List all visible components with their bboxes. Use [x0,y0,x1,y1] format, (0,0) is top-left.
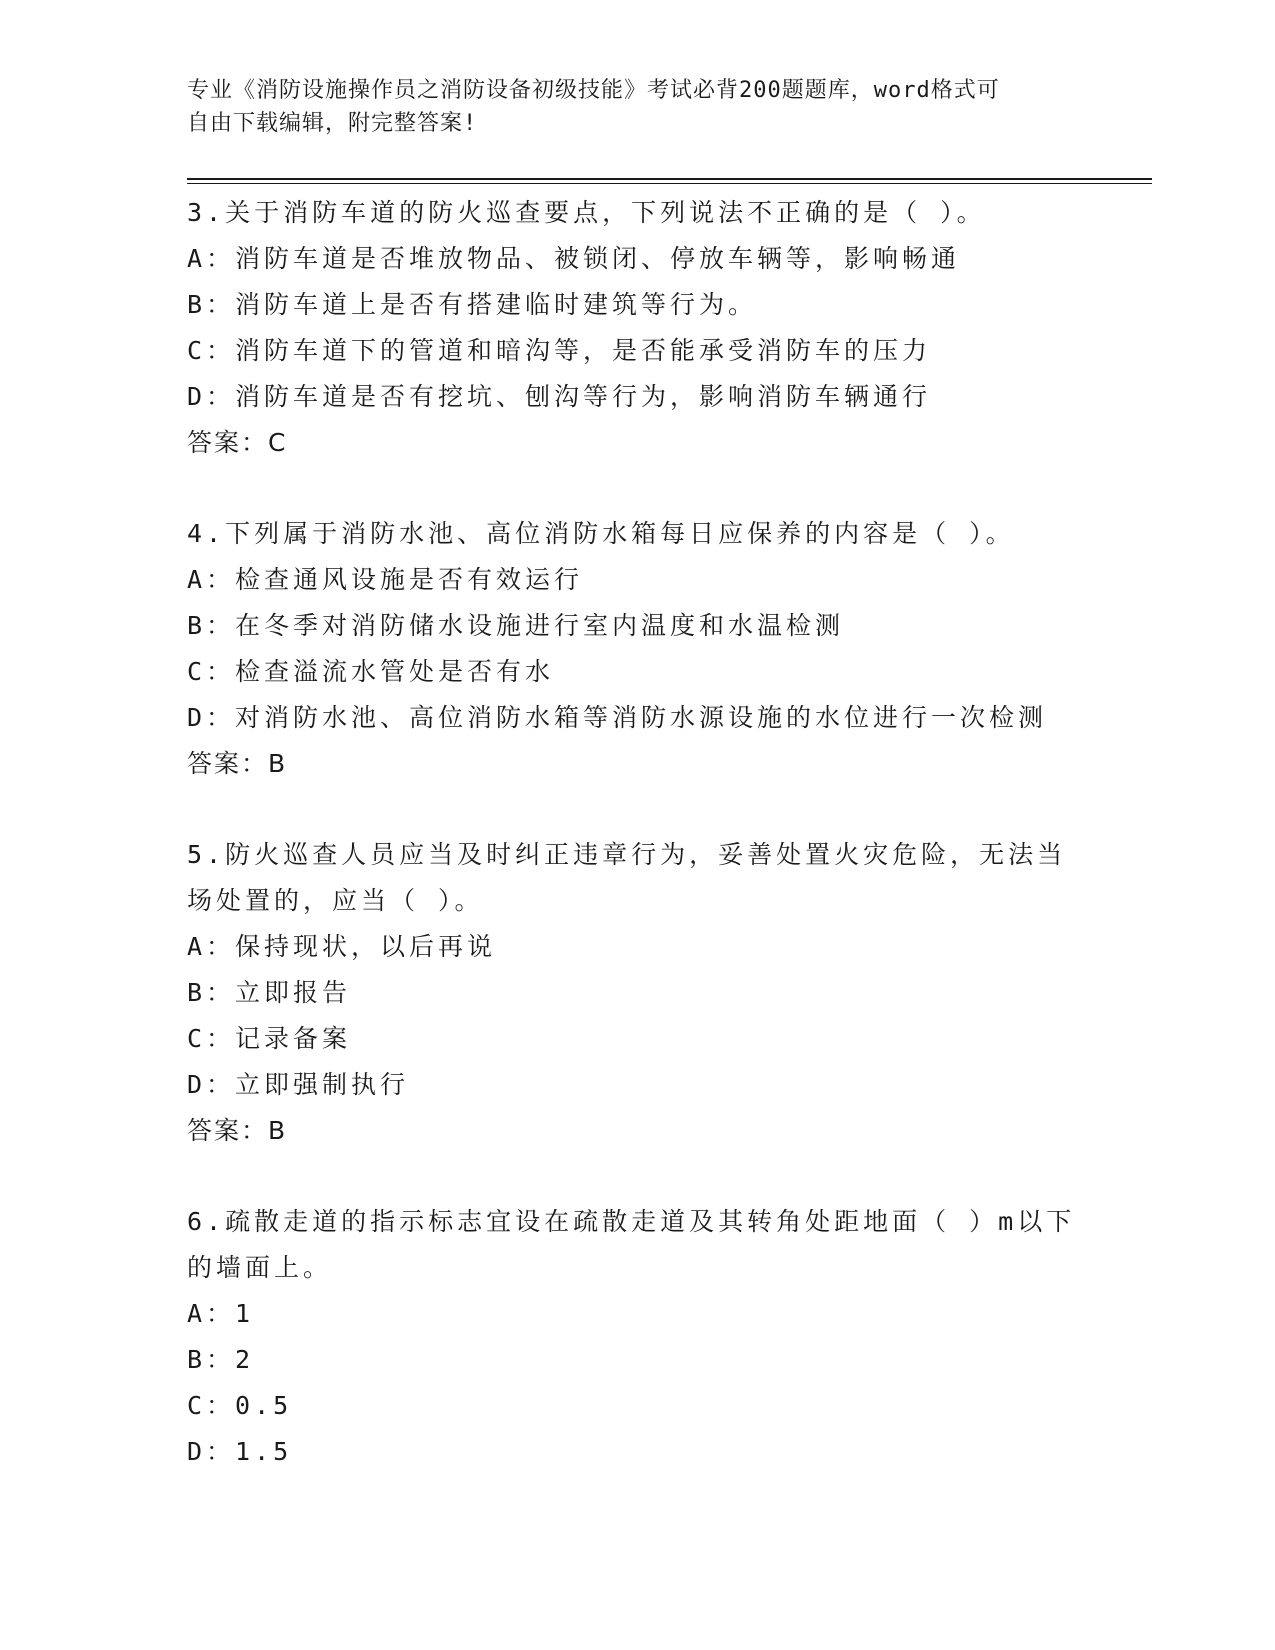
question-6 [187,1199,1087,1475]
question-text-line-2: 的墙面上。 [187,1253,333,1282]
header-divider-thick [187,178,1152,180]
header-divider-thin [187,183,1152,184]
option-d: D：立即强制执行 [187,1070,410,1099]
question-text-line-2: 场处置的，应当（ ）。 [187,886,484,915]
option-c: C：检查溢流水管处是否有水 [187,657,555,686]
option-b: B：在冬季对消防储水设施进行室内温度和水温检测 [187,611,845,640]
answer: 答案：B [187,1116,288,1145]
question-text-line-1: 6.疏散走道的指示标志宜设在疏散走道及其转角处距地面（ ）m以下 [187,1207,1076,1236]
document-header [187,74,1087,140]
option-b: B：2 [187,1345,255,1374]
question-4 [187,511,1087,787]
option-a: A：保持现状，以后再说 [187,932,497,961]
option-a: A：检查通风设施是否有效运行 [187,565,584,594]
option-d: D：对消防水池、高位消防水箱等消防水源设施的水位进行一次检测 [187,703,1048,732]
option-d: D：消防车道是否有挖坑、刨沟等行为，影响消防车辆通行 [187,382,932,411]
answer: 答案：C [187,428,288,457]
header-line-2: 自由下载编辑，附完整答案! [187,111,478,136]
question-5 [187,832,1087,1154]
option-b: B：消防车道上是否有搭建临时建筑等行为。 [187,290,758,319]
question-text: 4.下列属于消防水池、高位消防水箱每日应保养的内容是（ ）。 [187,519,1015,548]
option-c: C：0.5 [187,1391,293,1420]
question-text-line-1: 5.防火巡查人员应当及时纠正违章行为，妥善处置火灾危险，无法当 [187,840,1067,869]
option-b: B：立即报告 [187,978,352,1007]
question-list [187,190,1087,1520]
option-a: A：消防车道是否堆放物品、被锁闭、停放车辆等，影响畅通 [187,244,961,273]
question-3 [187,190,1087,466]
option-c: C：消防车道下的管道和暗沟等，是否能承受消防车的压力 [187,336,932,365]
option-c: C：记录备案 [187,1024,352,1053]
header-line-1: 专业《消防设施操作员之消防设备初级技能》考试必背200题题库，word格式可 [187,78,1000,103]
option-a: A：1 [187,1299,255,1328]
answer: 答案：B [187,749,288,778]
question-text: 3.关于消防车道的防火巡查要点，下列说法不正确的是（ ）。 [187,198,986,227]
option-d: D：1.5 [187,1437,293,1466]
